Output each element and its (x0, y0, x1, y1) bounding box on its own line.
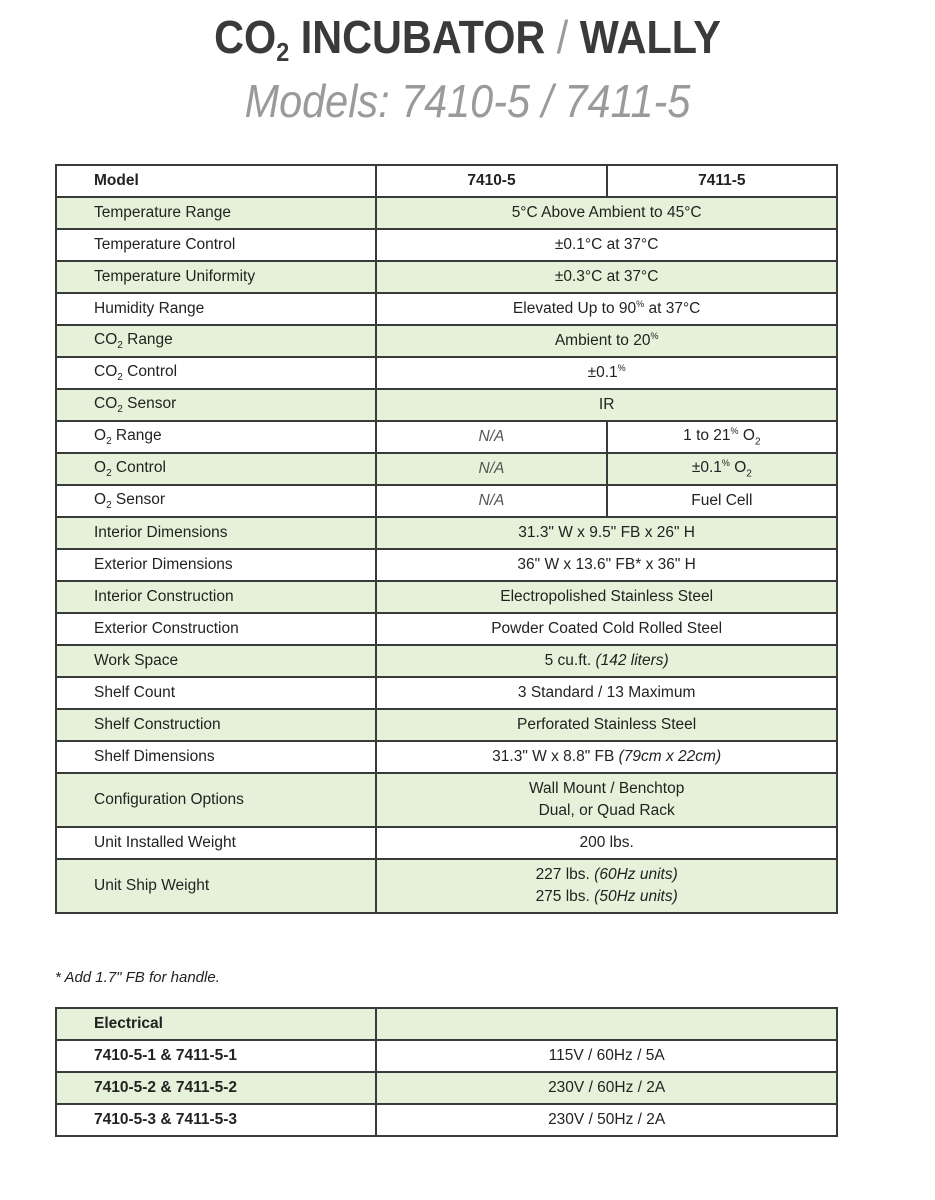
row-label: Shelf Dimensions (56, 741, 376, 773)
row-label: Temperature Uniformity (56, 261, 376, 293)
spec-table (55, 164, 838, 914)
row-value: ±0.1°C at 37°C (376, 229, 837, 261)
row-label: $O_2$ Sensor (56, 485, 376, 517)
row-label: Temperature Range (56, 197, 376, 229)
table-row (56, 709, 837, 741)
table-row (56, 325, 837, 357)
electrical-header: Electrical (56, 1008, 376, 1040)
row-value: Perforated Stainless Steel (376, 709, 837, 741)
row-value: 31.3" W x 8.8" FB (79cm x 22cm) (376, 741, 837, 773)
table-row (56, 859, 837, 913)
row-label: Exterior Construction (56, 613, 376, 645)
row-value: 230V / 60Hz / 2A (376, 1072, 837, 1104)
row-value: 230V / 50Hz / 2A (376, 1104, 837, 1136)
table-row (56, 613, 837, 645)
row-label: Unit Ship Weight (56, 859, 376, 913)
row-value: 227 lbs. (60Hz units) 275 lbs. (50Hz units) (376, 859, 837, 913)
table-row (56, 293, 837, 325)
row-value-7410: N/A (376, 485, 606, 517)
table-row (56, 485, 837, 517)
row-label: Interior Dimensions (56, 517, 376, 549)
table-row (56, 549, 837, 581)
table-row (56, 1104, 837, 1136)
row-value-7410: N/A (376, 453, 606, 485)
row-value: 3 Standard / 13 Maximum (376, 677, 837, 709)
row-value: Ambient to 20% (376, 325, 837, 357)
table-row (56, 517, 837, 549)
table-row (56, 421, 837, 453)
table-header-row (56, 165, 837, 197)
header-model: Model (56, 165, 376, 197)
row-value: 36" W x 13.6" FB* x 36" H (376, 549, 837, 581)
table-row (56, 827, 837, 859)
row-value: Wall Mount / Benchtop Dual, or Quad Rack (376, 773, 837, 827)
row-value: Electropolished Stainless Steel (376, 581, 837, 613)
row-value-7410: N/A (376, 421, 606, 453)
footnote: * Add 1.7" FB for handle. (55, 969, 220, 986)
page-title: CO2 INCUBATOR / WALLY (214, 11, 721, 67)
row-value: 115V / 60Hz / 5A (376, 1040, 837, 1072)
table-row (56, 229, 837, 261)
table-row (56, 773, 837, 827)
table-row (56, 1072, 837, 1104)
row-label: Unit Installed Weight (56, 827, 376, 859)
table-row (56, 1040, 837, 1072)
row-value: Elevated Up to 90% at 37°C (376, 293, 837, 325)
row-label: Humidity Range (56, 293, 376, 325)
table-row (56, 741, 837, 773)
row-label: 7410-5-2 & 7411-5-2 (56, 1072, 376, 1104)
electrical-header-blank (376, 1008, 837, 1040)
row-label: Shelf Construction (56, 709, 376, 741)
row-value: 200 lbs. (376, 827, 837, 859)
row-label: $CO_2$ Sensor (56, 389, 376, 421)
row-label: $O_2$ Control (56, 453, 376, 485)
table-row (56, 197, 837, 229)
electrical-header-row (56, 1008, 837, 1040)
row-label: Shelf Count (56, 677, 376, 709)
table-row (56, 453, 837, 485)
row-label: Exterior Dimensions (56, 549, 376, 581)
header-col-7410: 7410-5 (376, 165, 606, 197)
row-value: 5°C Above Ambient to 45°C (376, 197, 837, 229)
page-subtitle: Models: 7410-5 / 7411-5 (244, 75, 691, 127)
row-label: 7410-5-3 & 7411-5-3 (56, 1104, 376, 1136)
table-row (56, 261, 837, 293)
table-row (56, 357, 837, 389)
row-label: $O_2$ Range (56, 421, 376, 453)
table-row (56, 581, 837, 613)
electrical-table (55, 1007, 838, 1137)
row-label: $CO_2$ Control (56, 357, 376, 389)
row-value-7411: 1 to 21% $O_2$ (607, 421, 837, 453)
row-value: ±0.1% (376, 357, 837, 389)
row-value: 31.3" W x 9.5" FB x 26" H (376, 517, 837, 549)
row-value: 5 cu.ft. (142 liters) (376, 645, 837, 677)
table-row (56, 389, 837, 421)
row-value-7411: Fuel Cell (607, 485, 837, 517)
row-label: 7410-5-1 & 7411-5-1 (56, 1040, 376, 1072)
table-row (56, 645, 837, 677)
row-label: $CO_2$ Range (56, 325, 376, 357)
header-col-7411: 7411-5 (607, 165, 837, 197)
row-value: Powder Coated Cold Rolled Steel (376, 613, 837, 645)
row-value: ±0.3°C at 37°C (376, 261, 837, 293)
row-label: Temperature Control (56, 229, 376, 261)
row-label: Work Space (56, 645, 376, 677)
row-value-7411: ±0.1% $O_2$ (607, 453, 837, 485)
row-label: Interior Construction (56, 581, 376, 613)
row-value: IR (376, 389, 837, 421)
table-row (56, 677, 837, 709)
row-label: Configuration Options (56, 773, 376, 827)
